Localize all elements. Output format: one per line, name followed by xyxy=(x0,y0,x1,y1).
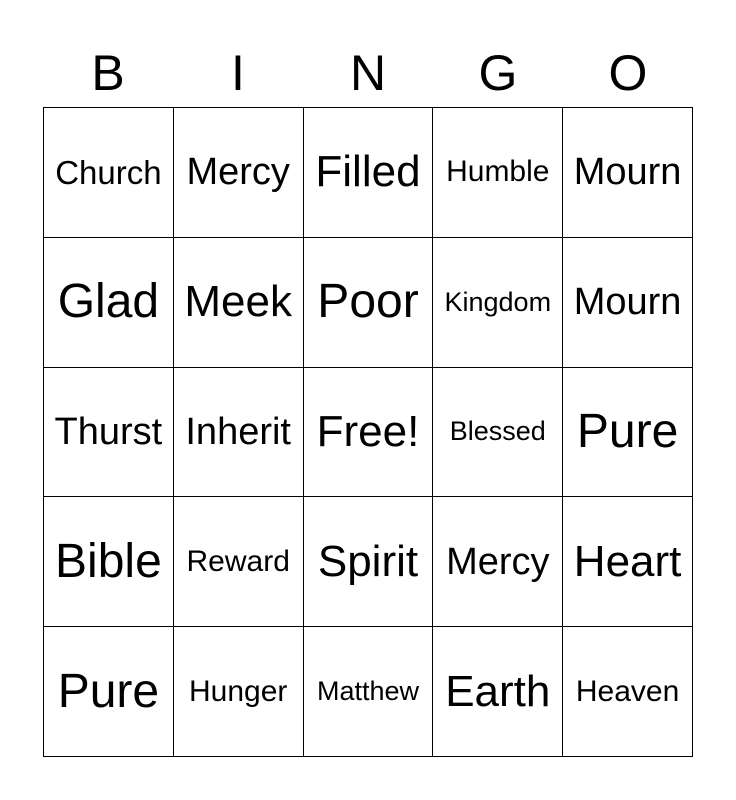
cell-word: Reward xyxy=(186,544,290,578)
bingo-cell[interactable] xyxy=(433,627,563,757)
bingo-header xyxy=(43,42,693,104)
cell-word: Free! xyxy=(316,406,420,456)
bingo-cell[interactable] xyxy=(563,108,693,238)
bingo-cell[interactable] xyxy=(44,238,174,368)
cell-word: Mercy xyxy=(186,151,290,194)
bingo-cell[interactable] xyxy=(174,368,304,498)
bingo-cell[interactable] xyxy=(304,238,434,368)
bingo-cell[interactable] xyxy=(563,497,693,627)
cell-word: Hunger xyxy=(188,674,288,708)
cell-word: Church xyxy=(55,153,162,191)
cell-word: Glad xyxy=(57,275,160,329)
cell-word: Meek xyxy=(184,277,292,327)
cell-word: Matthew xyxy=(316,676,420,707)
bingo-cell[interactable] xyxy=(304,497,434,627)
bingo-cell[interactable] xyxy=(304,627,434,757)
bingo-cell[interactable] xyxy=(174,108,304,238)
header-letter-g: G xyxy=(478,45,518,101)
cell-word: Humble xyxy=(446,155,550,189)
bingo-cell[interactable] xyxy=(174,238,304,368)
cell-word: Heart xyxy=(573,536,682,586)
bingo-cell[interactable] xyxy=(563,368,693,498)
cell-word: Filled xyxy=(315,147,421,197)
bingo-cell[interactable] xyxy=(44,497,174,627)
bingo-cell[interactable] xyxy=(433,108,563,238)
bingo-cell[interactable] xyxy=(563,627,693,757)
cell-word: Earth xyxy=(445,666,551,716)
cell-word: Inherit xyxy=(185,410,291,453)
cell-word: Mourn xyxy=(573,151,682,194)
cell-word: Heaven xyxy=(575,674,680,708)
bingo-cell[interactable] xyxy=(174,497,304,627)
bingo-cell[interactable] xyxy=(44,108,174,238)
cell-word: Pure xyxy=(576,404,679,458)
cell-word: Mercy xyxy=(446,540,550,583)
bingo-cell[interactable] xyxy=(44,627,174,757)
cell-word: Pure xyxy=(57,664,160,718)
cell-word: Spirit xyxy=(317,536,419,586)
cell-word: Kingdom xyxy=(444,286,552,317)
bingo-cell[interactable] xyxy=(433,368,563,498)
bingo-cell[interactable] xyxy=(304,368,434,498)
bingo-cell[interactable] xyxy=(44,368,174,498)
bingo-board xyxy=(43,107,693,757)
bingo-cell[interactable] xyxy=(304,108,434,238)
bingo-cell[interactable] xyxy=(433,497,563,627)
cell-word: Poor xyxy=(317,275,419,329)
bingo-cell[interactable] xyxy=(174,627,304,757)
header-letter-i: I xyxy=(231,45,245,101)
header-letter-o: O xyxy=(608,45,648,101)
cell-word: Blessed xyxy=(449,416,546,447)
cell-word: Thurst xyxy=(54,410,163,453)
cell-word: Bible xyxy=(55,534,162,588)
header-letter-n: N xyxy=(349,45,387,101)
bingo-cell[interactable] xyxy=(563,238,693,368)
cell-word: Mourn xyxy=(573,281,682,324)
bingo-cell[interactable] xyxy=(433,238,563,368)
header-letter-b: B xyxy=(91,45,125,101)
